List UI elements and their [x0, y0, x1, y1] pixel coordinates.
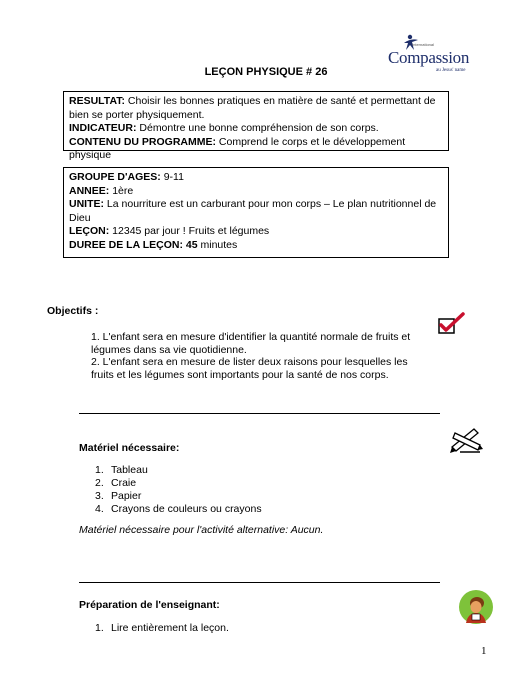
objectifs-heading: Objectifs :	[47, 305, 99, 317]
indicateur-text: Démontre une bonne compréhension de son corps.	[139, 122, 379, 134]
lecon-text: 12345 par jour ! Fruits et légumes	[112, 225, 270, 237]
logo-small-text: International	[412, 42, 435, 47]
unite-label: UNITE:	[69, 198, 104, 210]
duree-line	[69, 239, 444, 253]
indicateur-label: INDICATEUR:	[69, 122, 137, 134]
duree-value: 45	[185, 238, 198, 251]
contenu-label: CONTENU DU PROGRAMME:	[69, 135, 216, 148]
materiel-alternative: Matériel nécessaire pour l'activité alternative: Aucun.	[79, 524, 324, 536]
preparation-heading: Préparation de l'enseignant:	[79, 599, 220, 611]
unite-line	[69, 198, 444, 225]
list-item: 4. Crayons de couleurs ou crayons	[95, 503, 262, 515]
lecon-label: LEÇON:	[69, 225, 110, 237]
list-item: 3. Papier	[95, 490, 142, 502]
list-item: 1. Tableau	[95, 464, 148, 476]
groupe-label: GROUPE D'AGES:	[69, 171, 161, 183]
objectif-item: 1. L'enfant sera en mesure d'identifier la quantité normale de fruits et légumes dans sa vie quotidienne.	[91, 331, 411, 356]
contenu-text: Comprend le corps et le développement physique	[69, 135, 406, 161]
divider-line	[79, 582, 440, 583]
unite-text: La nourriture est un carburant pour mon corps – Le plan nutritionnel de Dieu	[69, 198, 437, 224]
list-item: 2. Craie	[95, 477, 137, 489]
pencils-icon	[450, 425, 484, 455]
groupe-line	[69, 171, 444, 185]
annee-line	[69, 185, 444, 199]
divider-line	[79, 413, 440, 414]
page-title: LEÇON PHYSIQUE # 26	[204, 66, 328, 78]
preparation-list	[95, 622, 229, 634]
duree-label: DUREE DE LA LEÇON:	[69, 238, 183, 251]
program-info-box	[63, 91, 449, 161]
materiel-heading: Matériel nécessaire:	[79, 442, 180, 454]
lecon-line	[69, 225, 444, 239]
logo-text: Compassion	[388, 48, 470, 67]
objectif-item: 2. L'enfant sera en mesure de lister deux raisons pour lesquelles les fruits et les légumes sont importants pour la santé de nos corps.	[91, 356, 408, 381]
logo-tagline: au Jesus' name	[436, 68, 466, 73]
checkbox-checkmark-icon	[437, 312, 465, 336]
resultat-line	[69, 95, 444, 122]
annee-text: 1ère	[112, 184, 134, 197]
teacher-icon	[458, 589, 494, 625]
list-item: 1. Lire entièrement la leçon.	[95, 622, 229, 634]
annee-label: ANNEE:	[69, 184, 110, 197]
objectifs-list	[91, 331, 421, 381]
page-number: 1	[481, 645, 487, 657]
contenu-line	[69, 136, 444, 163]
indicateur-line	[69, 122, 444, 136]
resultat-text: Choisir les bonnes pratiques en matière de santé et permettant de bien se porter physiquement.	[69, 95, 436, 121]
duree-unit: minutes	[200, 238, 238, 251]
groupe-text: 9-11	[163, 171, 184, 183]
resultat-label: RESULTAT:	[69, 95, 125, 107]
materiel-list	[95, 464, 262, 516]
lesson-info-box	[63, 167, 449, 258]
